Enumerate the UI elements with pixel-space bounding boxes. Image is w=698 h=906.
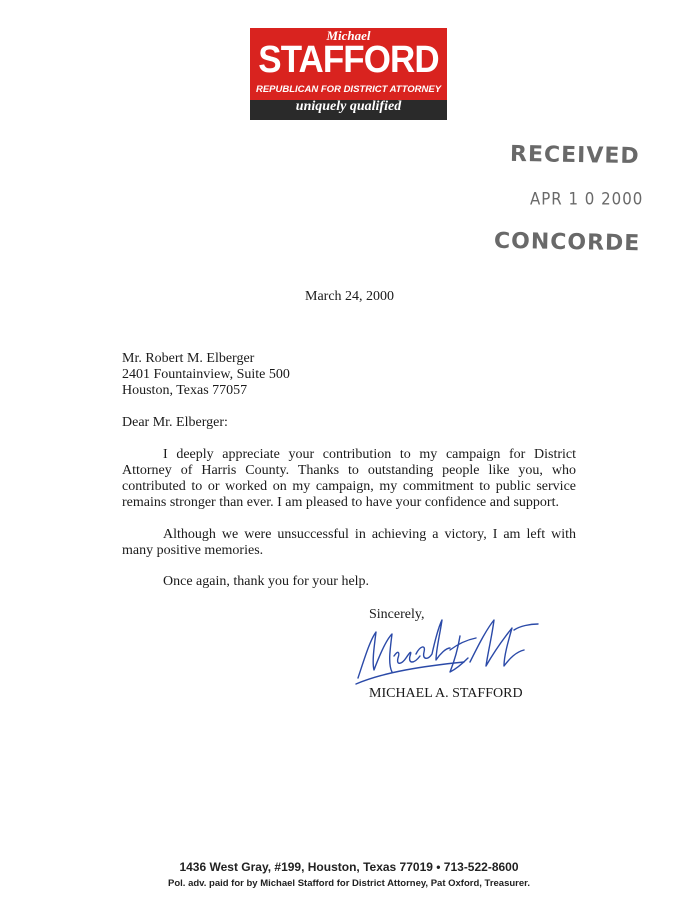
campaign-logo	[250, 28, 447, 120]
letter-date: March 24, 2000	[305, 289, 395, 304]
closing: Sincerely,	[369, 607, 425, 622]
body-paragraph-1: I deeply appreciate your contribution to my campaign for District Attorney of Harris County. Thanks to outstanding people like you, who contributed to or worked on my campaign, my commitment to public service remains stronger than ever. I am pleased to have your confidence and support.	[122, 447, 576, 510]
received-stamp-company: CONCORDE	[493, 228, 641, 257]
recipient-city: Houston, Texas 77057	[122, 383, 248, 398]
logo-tagline: uniquely qualified	[295, 99, 402, 114]
recipient-name: Mr. Robert M. Elberger	[122, 351, 255, 366]
recipient-street: 2401 Fountainview, Suite 500	[122, 367, 290, 382]
salutation: Dear Mr. Elberger:	[122, 415, 228, 430]
logo-last-name: STAFFORD	[258, 39, 439, 81]
footer-address: 1436 West Gray, #199, Houston, Texas 77019 • 713-522-8600	[179, 860, 519, 874]
logo-office: REPUBLICAN FOR DISTRICT ATTORNEY	[255, 84, 442, 95]
logo-first-name: Michael	[326, 28, 371, 43]
received-stamp: RECEIVED	[509, 141, 640, 170]
handwritten-signature	[354, 610, 544, 690]
body-paragraph-2: Although we were unsuccessful in achieving a victory, I am left with many positive memories.	[122, 527, 576, 558]
received-stamp-date: APR 1 0 2000	[530, 189, 644, 209]
signatory-name: MICHAEL A. STAFFORD	[369, 686, 523, 701]
footer-disclaimer: Pol. adv. paid for by Michael Stafford for District Attorney, Pat Oxford, Treasurer.	[168, 878, 530, 889]
body-paragraph-3: Once again, thank you for your help.	[163, 574, 370, 589]
